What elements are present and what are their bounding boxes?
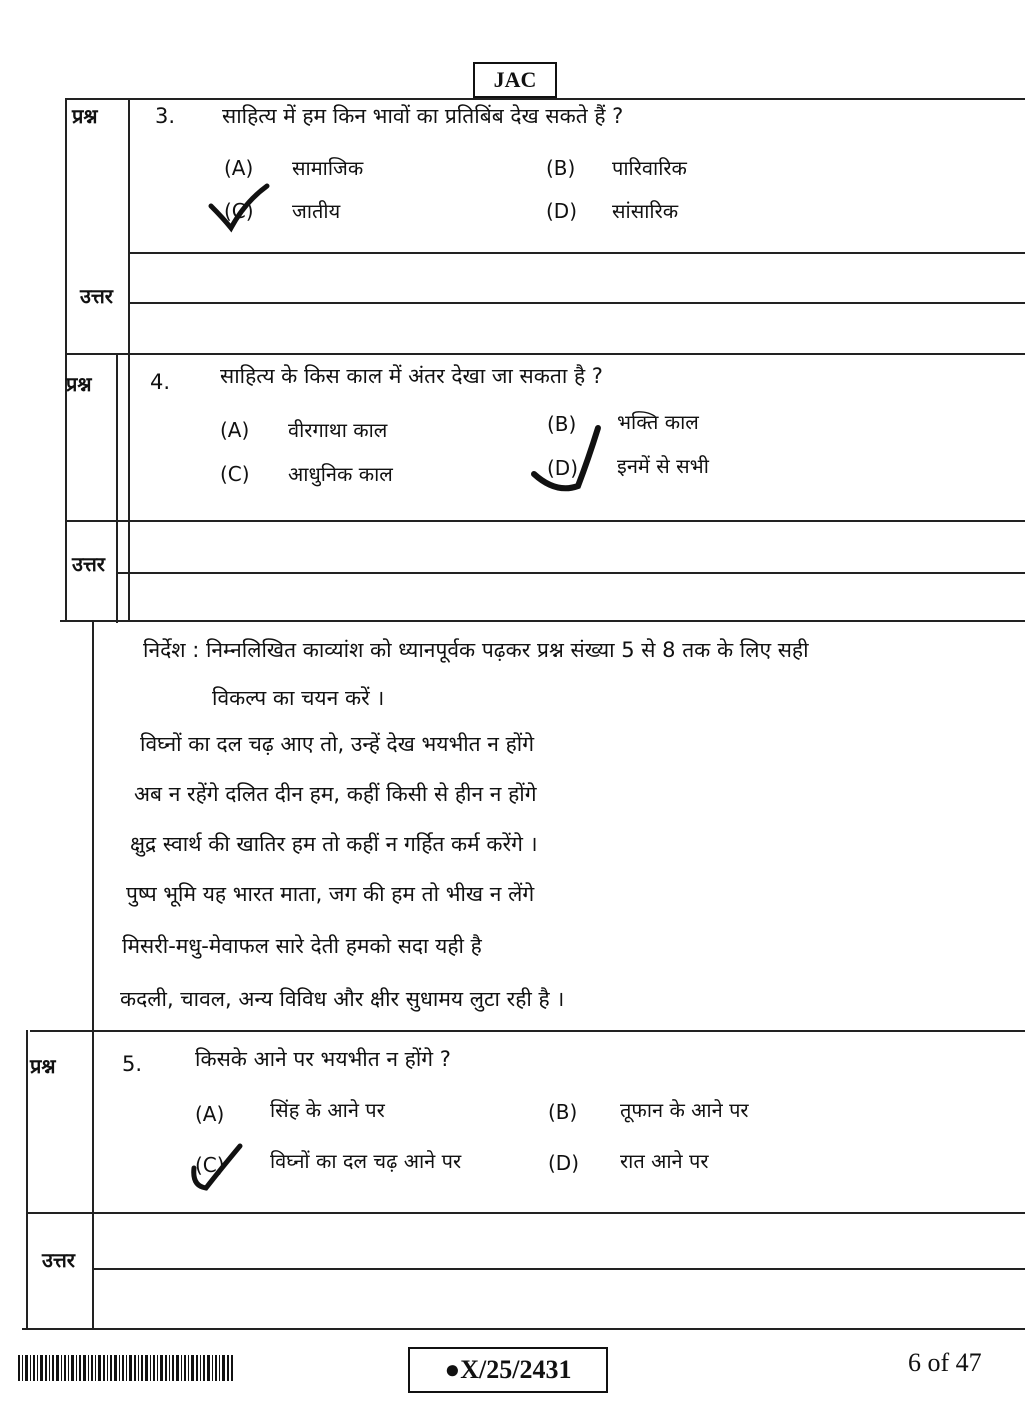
rule <box>65 98 67 622</box>
question-label: प्रश्न <box>30 1054 56 1078</box>
q5-option-a-label: (A) <box>195 1102 225 1126</box>
q3-number: 3. <box>155 104 176 128</box>
poem-line-2: अब न रहेंगे दलित दीन हम, कहीं किसी से हीन न होंगे <box>134 782 537 806</box>
q5-option-c-text: विघ्नों का दल चढ़ आने पर <box>270 1149 462 1173</box>
answer-label: उत्तर <box>42 1248 75 1272</box>
rule <box>22 1328 1025 1330</box>
q5-option-c-label: (C) <box>195 1153 225 1177</box>
rule <box>26 1212 1025 1214</box>
rule <box>92 620 94 1030</box>
answer-label: उत्तर <box>72 552 105 576</box>
instruction-line-2: विकल्प का चयन करें । <box>212 686 385 710</box>
question-label: प्रश्न <box>66 372 92 396</box>
poem-line-1: विघ्नों का दल चढ़ आए तो, उन्हें देख भयभीत न होंगे <box>140 732 535 756</box>
q5-option-b-label: (B) <box>548 1100 578 1124</box>
checkmark-icon <box>186 1140 246 1195</box>
q5-option-b-text: तूफान के आने पर <box>620 1098 749 1122</box>
header-label: JAC <box>473 62 557 98</box>
poem-line-4: पुष्प भूमि यह भारत माता, जग की हम तो भीख न लेंगे <box>126 882 535 906</box>
q3-option-b-label: (B) <box>546 156 576 180</box>
q5-option-d-text: रात आने पर <box>620 1149 709 1173</box>
checkmark-icon <box>205 180 275 235</box>
rule <box>26 1030 28 1330</box>
page-number: 6 of 47 <box>908 1348 982 1377</box>
barcode-icon <box>18 1355 233 1381</box>
rule <box>116 572 1025 574</box>
instruction-line-1: निर्देश : निम्नलिखित काव्यांश को ध्यानपूर्वक पढ़कर प्रश्न संख्या 5 से 8 तक के लिए सही <box>143 638 809 662</box>
rule <box>128 302 1025 304</box>
q4-option-d-text: इनमें से सभी <box>617 454 709 478</box>
rule <box>30 1030 1025 1032</box>
rule <box>128 252 1025 254</box>
rule <box>65 353 1025 355</box>
rule <box>65 98 1025 100</box>
q5-text: किसके आने पर भयभीत न होंगे ? <box>195 1047 451 1071</box>
q4-number: 4. <box>150 370 171 394</box>
q4-option-b-label: (B) <box>547 412 577 436</box>
poem-line-5: मिसरी-मधु-मेवाफल सारे देती हमको सदा यही है <box>122 934 482 958</box>
rule <box>128 98 130 622</box>
q3-option-c-label: (C) <box>224 199 254 223</box>
q4-option-d-label: (D) <box>547 456 579 480</box>
q5-option-d-label: (D) <box>548 1151 580 1175</box>
q4-option-a-label: (A) <box>220 418 250 442</box>
q4-option-a-text: वीरगाथा काल <box>288 418 388 442</box>
q3-option-d-label: (D) <box>546 199 578 223</box>
rule <box>92 1268 1025 1270</box>
q3-option-c-text: जातीय <box>292 199 341 223</box>
checkmark-icon <box>526 420 606 500</box>
rule <box>65 520 1025 522</box>
paper-code: ●X/25/2431 <box>408 1347 608 1393</box>
q3-option-a-text: सामाजिक <box>292 156 364 180</box>
answer-label: उत्तर <box>80 284 113 308</box>
q3-option-b-text: पारिवारिक <box>612 156 687 180</box>
q4-option-b-text: भक्ति काल <box>617 410 699 434</box>
q5-option-a-text: सिंह के आने पर <box>270 1098 385 1122</box>
rule <box>60 620 1025 622</box>
q3-option-a-label: (A) <box>224 156 254 180</box>
q4-text: साहित्य के किस काल में अंतर देखा जा सकता है ? <box>220 364 603 388</box>
q3-text: साहित्य में हम किन भावों का प्रतिबिंब देख सकते हैं ? <box>222 104 624 128</box>
poem-line-6: कदली, चावल, अन्य विविध और क्षीर सुधामय लुटा रही है । <box>120 987 565 1011</box>
rule <box>92 1030 94 1330</box>
poem-line-3: क्षुद्र स्वार्थ की खातिर हम तो कहीं न गर्हित कर्म करेंगे । <box>130 832 538 856</box>
q5-number: 5. <box>122 1052 143 1076</box>
q3-option-d-text: सांसारिक <box>612 199 679 223</box>
rule <box>116 355 118 623</box>
q4-option-c-text: आधुनिक काल <box>288 462 393 486</box>
question-label: प्रश्न <box>72 104 98 128</box>
q4-option-c-label: (C) <box>220 462 250 486</box>
